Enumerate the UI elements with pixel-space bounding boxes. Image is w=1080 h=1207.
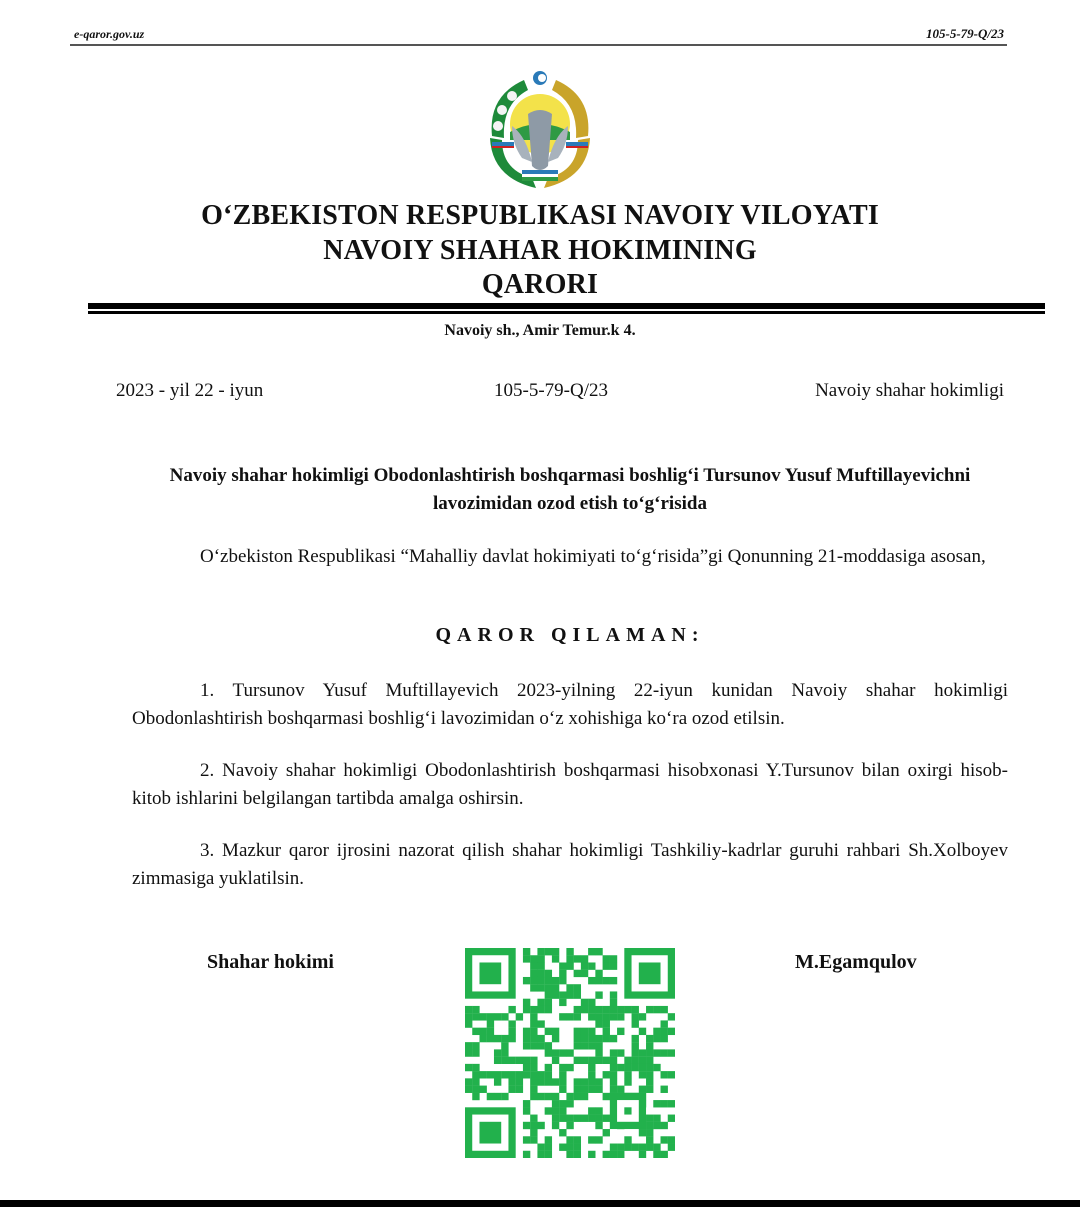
decree-heading: QAROR QILAMAN: [435,624,705,646]
signatory-role: Shahar hokimi [207,951,334,973]
issuer: Navoiy shahar hokimligi [815,380,1004,401]
title-rule-thin [88,311,1045,314]
legal-basis: O‘zbekiston Respublikasi “Mahalliy davlat hokimiyati to‘g‘risida”gi Qonunning 21-moddasiga asosan, [200,546,986,567]
header-doc-number: 105-5-79-Q/23 [926,26,1004,41]
state-emblem-icon [472,66,608,196]
bottom-bar [0,1200,1080,1207]
qr-code-icon[interactable] [465,948,675,1158]
decision-number: 105-5-79-Q/23 [494,380,608,401]
site-url: e-qaror.gov.uz [74,27,145,41]
signatory-name: M.Egamqulov [795,951,917,973]
decree-item-1: 1. Tursunov Yusuf Muftillayevich 2023-yilning 22-iyun kunidan Navoiy shahar hokimligi Obodonlashtirish boshqarmasi boshlig‘i lavozimidan o‘z xohishiga ko‘ra ozod etilsin. [132,680,1008,729]
title-line-1: O‘ZBEKISTON RESPUBLIKASI NAVOIY VILOYATI [201,200,879,231]
title-line-3: QARORI [481,269,599,300]
decree-item-2: 2. Navoiy shahar hokimligi Obodonlashtirish boshqarmasi hisobxonasi Y.Tursunov bilan oxirgi hisob-kitob ishlarini belgilangan tartibda amalga oshirsin. [132,760,1008,809]
header-divider [70,44,1007,46]
title-line-2: NAVOIY SHAHAR HOKIMINING [323,235,757,266]
subject-heading: Navoiy shahar hokimligi Obodonlashtirish boshqarmasi boshlig‘i Tursunov Yusuf Muftillayevichni lavozimidan ozod etish to‘g‘risida [169,465,971,514]
decision-date: 2023 - yil 22 - iyun [116,380,264,401]
address: Navoiy sh., Amir Temur.k 4. [444,322,636,339]
decree-item-3: 3. Mazkur qaror ijrosini nazorat qilish shahar hokimligi Tashkiliy-kadrlar guruhi rahbari Sh.Xolboyev zimmasiga yuklatilsin. [132,840,1008,889]
title-rule-thick [88,303,1045,309]
